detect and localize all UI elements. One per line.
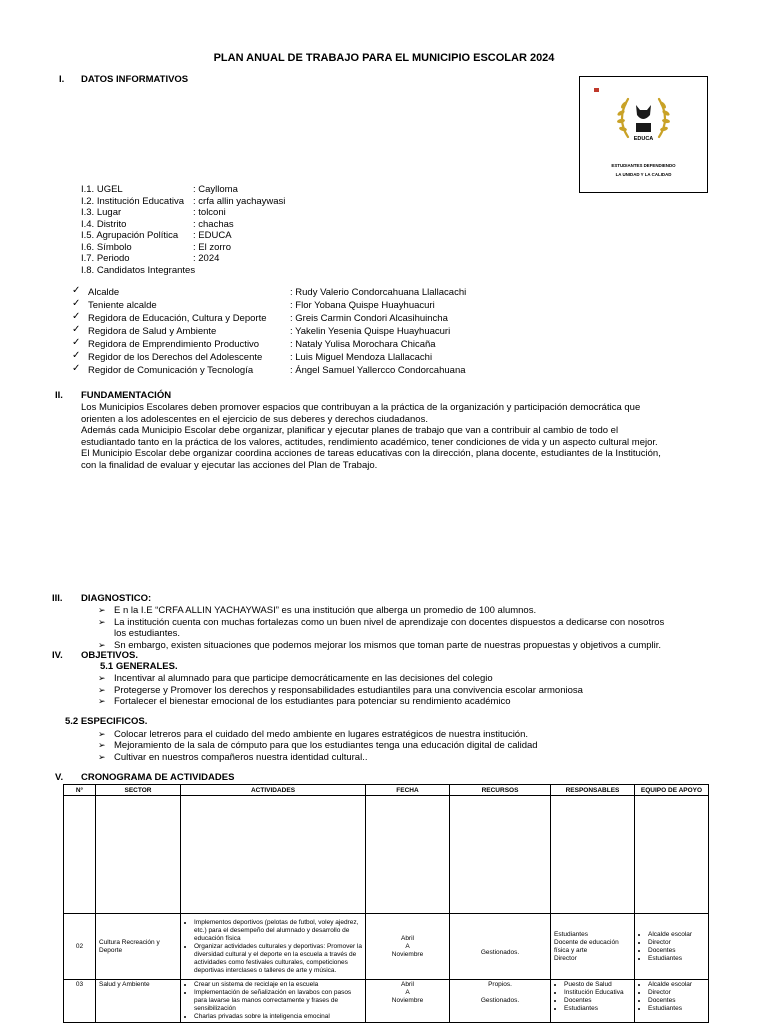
- support-item: • Alcalde escolar: [648, 931, 705, 939]
- general-objectives-title: 5.1 GENERALES.: [100, 661, 178, 672]
- responsables-cell: [551, 914, 635, 980]
- section-3-number: III.: [52, 593, 63, 604]
- candidate-name: : Luis Miguel Mendoza Llallacachi: [290, 351, 433, 363]
- paragraph-line: con la finalidad de evaluar y ejecutar las acciones del Plan de Trabajo.: [81, 459, 378, 471]
- general-objective: Incentivar al alumnado para que participe democráticamente en las decisiones del colegio: [114, 673, 493, 684]
- candidate-role: Regidora de Salud y Ambiente: [88, 325, 217, 337]
- arrow-bullet-icon: ➢: [98, 740, 106, 750]
- data-label: I.3. Lugar: [81, 207, 122, 218]
- row-number: 02: [64, 914, 96, 980]
- logo-motto-line-2: LA UNIDAD Y LA CALIDAD: [615, 172, 672, 177]
- data-value: : El zorro: [193, 241, 232, 253]
- column-header: FECHA: [366, 785, 450, 796]
- check-icon: ✓: [72, 337, 81, 348]
- document-title: PLAN ANUAL DE TRABAJO PARA EL MUNICIPIO ESCOLAR 2024: [213, 52, 555, 64]
- candidate-name: : Rudy Valerio Condorcahuana Llallacachi: [290, 286, 467, 298]
- resource-line: Propios.: [488, 981, 512, 988]
- resources-cell: [450, 980, 551, 1023]
- section-5-title: CRONOGRAMA DE ACTIVIDADES: [81, 772, 235, 783]
- arrow-bullet-icon: ➢: [98, 728, 106, 739]
- specific-objective: Colocar letreros para el cuidado del medo ambiente en lugares estratégicos de nuestra institución.: [114, 728, 529, 740]
- section-4-number: IV.: [52, 650, 63, 661]
- arrow-bullet-icon: ➢: [98, 673, 106, 683]
- candidate-role: Teniente alcalde: [88, 299, 157, 311]
- candidate-role: Regidora de Emprendimiento Productivo: [88, 338, 260, 350]
- arrow-bullet-icon: ➢: [98, 639, 106, 650]
- diagnostic-item-continuation: los estudiantes.: [114, 628, 181, 639]
- section-5-number: V.: [55, 772, 64, 783]
- column-header: SECTOR: [96, 785, 181, 796]
- section-1-number: I.: [59, 74, 65, 85]
- column-header: RECURSOS: [450, 785, 551, 796]
- support-item: • Estudiantes: [648, 1005, 705, 1013]
- logo-motto-line-1: ESTUDIANTES DEFENDIENDO: [611, 163, 676, 168]
- activities-table: [63, 784, 709, 1023]
- fundamentacion-text: [81, 402, 711, 471]
- specific-objectives-title: 5.2 ESPECIFICOS.: [65, 716, 148, 727]
- candidate-name: : Yakelin Yesenia Quispe Huayhuacuri: [290, 325, 451, 337]
- specific-objective: Cultivar en nuestros compañeros nuestra identidad cultural..: [114, 751, 368, 763]
- resource-line: Gestionados.: [480, 949, 520, 956]
- table-row-empty: [64, 796, 709, 914]
- row-number: 03: [64, 980, 96, 1023]
- table-cell: [96, 796, 181, 914]
- arrow-bullet-icon: ➢: [98, 616, 106, 627]
- logo-brand: EDUCA: [633, 136, 654, 142]
- responsable-line: Docente de educación física y arte: [554, 938, 619, 954]
- candidate-role: Alcalde: [88, 286, 120, 298]
- section-2-title: FUNDAMENTACIÓN: [81, 390, 172, 401]
- data-label: I.1. UGEL: [81, 184, 123, 195]
- data-label: I.8. Candidatos Integrantes: [81, 264, 196, 276]
- support-team-cell: [635, 914, 709, 980]
- responsable-item: • Docentes: [564, 997, 631, 1005]
- paragraph-line: Además cada Municipio Escolar debe organizar, planificar y ejecutar planes de trabajo que van a contribuir al cambio de todo el: [81, 425, 619, 436]
- diagnostic-item: La institución cuenta con muchas fortalezas como un buen nivel de aprendizaje con docentes dispuestos a dedicarse con nosotros: [114, 616, 665, 628]
- paragraph-line: Los Municipios Escolares deben promover espacios que contribuyan a la práctica de la organización y participación democrática que: [81, 402, 641, 413]
- responsable-item: • Institución Educativa: [564, 989, 631, 997]
- table-cell: [450, 796, 551, 914]
- activity-item: • Crear un sistema de reciclaje en la escuela: [194, 981, 362, 989]
- support-item: • Alcalde escolar: [648, 981, 705, 989]
- table-row: [64, 914, 709, 980]
- activity-item: • Organizar actividades culturales y deportivas: Promover la diversidad cultural y el deporte en la escuela a través de actividades como festivales culturales, competiciones deportivas interclases o talleres de arte y música.: [194, 943, 362, 975]
- section-2-number: II.: [55, 390, 63, 401]
- data-value: : Caylloma: [193, 184, 238, 195]
- arrow-bullet-icon: ➢: [98, 751, 106, 762]
- resource-line: Gestionados.: [480, 997, 520, 1004]
- section-3-title: DIAGNOSTICO:: [81, 593, 152, 604]
- date-line: Noviembre: [391, 997, 424, 1004]
- data-label: I.7. Periodo: [81, 253, 130, 264]
- data-value: : tolconi: [193, 207, 226, 218]
- table-row: [64, 980, 709, 1023]
- party-logo: [579, 76, 708, 193]
- data-label: I.2. Institución Educativa: [81, 195, 184, 207]
- diagnostic-item: E n la I.E “CRFA ALLIN YACHAYWASI” es una institución que alberga un promedio de 100 alumnos.: [114, 605, 537, 616]
- diagnostic-item: Sn embargo, existen situaciones que podemos mejorar los mismos que toman parte de nuestras propuestas y objetivos a cumplir.: [114, 639, 662, 651]
- check-icon: ✓: [72, 285, 81, 296]
- date-line: Noviembre: [391, 950, 424, 958]
- table-cell: [366, 796, 450, 914]
- support-team-cell: [635, 980, 709, 1023]
- activities-cell: [181, 914, 366, 980]
- date-cell: [366, 980, 450, 1023]
- check-icon: ✓: [72, 350, 81, 361]
- column-header: RESPONSABLES: [551, 785, 635, 796]
- table-cell: [64, 796, 96, 914]
- support-item: • Director: [648, 989, 705, 997]
- column-header: ACTIVIDADES: [181, 785, 366, 796]
- candidate-role: Regidora de Educación, Cultura y Deporte: [88, 312, 267, 324]
- responsable-item: • Puesto de Salud: [564, 981, 631, 989]
- candidate-name: : Greis Carmin Condori Alcasihuincha: [290, 312, 448, 324]
- section-1-title: DATOS INFORMATIVOS: [81, 74, 189, 85]
- candidate-role: Regidor de Comunicación y Tecnología: [88, 364, 254, 376]
- data-label: I.5. Agrupación Política: [81, 230, 179, 241]
- responsable-line: Director: [554, 954, 577, 962]
- logo-emblem-icon: [580, 77, 707, 192]
- general-objective: Fortalecer el bienestar emocional de los estudiantes para potenciar su rendimiento académico: [114, 696, 511, 707]
- candidate-role: Regidor de los Derechos del Adolescente: [88, 351, 263, 363]
- date-line: A: [405, 942, 410, 950]
- arrow-bullet-icon: ➢: [98, 684, 106, 695]
- date-line: Abril: [400, 981, 414, 988]
- table-cell: [551, 796, 635, 914]
- arrow-bullet-icon: ➢: [98, 605, 106, 615]
- check-icon: ✓: [72, 298, 81, 309]
- resources-cell: [450, 914, 551, 980]
- specific-objective: Mejoramiento de la sala de cómputo para que los estudiantes tenga una educación digital de calidad: [114, 740, 538, 751]
- section-4-title: OBJETIVOS.: [81, 650, 139, 661]
- date-line: A: [405, 989, 410, 996]
- activities-cell: [181, 980, 366, 1023]
- candidate-name: : Ángel Samuel Yallercco Condorcahuana: [290, 364, 466, 376]
- column-header: N°: [64, 785, 96, 796]
- check-icon: ✓: [72, 311, 81, 322]
- data-label: I.4. Distrito: [81, 218, 127, 230]
- data-value: : chachas: [193, 218, 234, 230]
- activity-item: • Charlas privadas sobre la inteligencia emocinal: [194, 1013, 362, 1021]
- responsables-cell: [551, 980, 635, 1023]
- data-label: I.6. Símbolo: [81, 241, 132, 253]
- responsable-item: • Estudiantes: [564, 1005, 631, 1013]
- sector-cell: Salud y Ambiente: [96, 980, 181, 1023]
- support-item: • Docentes: [648, 947, 705, 955]
- support-item: • Director: [648, 939, 705, 947]
- date-cell: [366, 914, 450, 980]
- paragraph-line: estudiantado tanto en la práctica de los valores, actitudes, rendimiento académico, tener condiciones de vida y un aspecto cultural mejor.: [81, 436, 658, 448]
- activity-item: • Implementación de señalización en lavabos con pasos para lavarse las manos correctamente y frases de sensibilización: [194, 989, 362, 1013]
- table-header-row: [64, 785, 709, 796]
- activity-item: • Implementos deportivos (pelotas de futbol, voley ajedrez, etc.) para el desempeño del alumnado y desarrollo de educación física: [194, 919, 362, 943]
- data-value: : 2024: [193, 253, 220, 264]
- column-header: EQUIPO DE APOYO: [635, 785, 709, 796]
- check-icon: ✓: [72, 363, 81, 374]
- table-cell: [635, 796, 709, 914]
- arrow-bullet-icon: ➢: [98, 696, 106, 706]
- general-objective: Protegerse y Promover los derechos y responsabilidades estudiantiles para una convivencia escolar armoniosa: [114, 684, 583, 696]
- paragraph-line: El Municipio Escolar debe organizar coordina acciones de tareas educativas con la dirección, plana docente, estudiantes de la Institución,: [81, 448, 661, 459]
- support-item: • Estudiantes: [648, 955, 705, 963]
- check-icon: ✓: [72, 324, 81, 335]
- data-value: : crfa allin yachaywasi: [193, 195, 286, 207]
- candidate-name: : Nataly Yulisa Morochara Chicaña: [290, 338, 436, 350]
- responsable-line: Estudiantes: [554, 930, 588, 938]
- date-line: Abril: [400, 934, 414, 942]
- table-cell: [181, 796, 366, 914]
- candidate-name: : Flor Yobana Quispe Huayhuacuri: [290, 299, 435, 311]
- data-value: : EDUCA: [193, 230, 232, 241]
- support-item: • Docentes: [648, 997, 705, 1005]
- paragraph-line: orienten a los adolescentes en el ejercicio de sus deberes y derechos ciudadanos.: [81, 413, 428, 425]
- sector-cell: Cultura Recreación y Deporte: [96, 914, 181, 980]
